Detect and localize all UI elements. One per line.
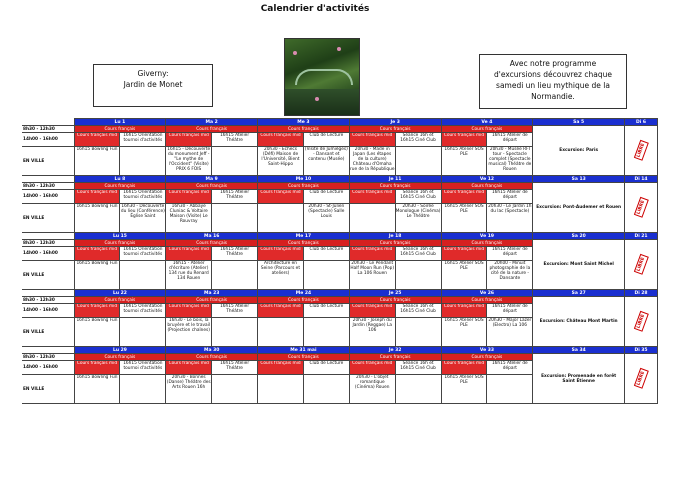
- en-ville-cell: [441, 318, 533, 347]
- afternoon-cell: [349, 133, 441, 147]
- afternoon-cell: [258, 361, 350, 375]
- day-header: Lu 29: [74, 347, 166, 354]
- day-header: Je 25: [349, 290, 441, 297]
- week-header-row: [22, 176, 658, 183]
- afternoon-activity: Séance 16h et 16h15 Ciné Club: [396, 133, 441, 146]
- morning-class-cell: Cours français: [349, 183, 441, 190]
- morning-class-cell: Cours français: [349, 297, 441, 304]
- day-header: Me 31 mai: [258, 347, 350, 354]
- en-ville-cell: [74, 375, 166, 404]
- morning-class-cell: Cours français: [258, 126, 350, 133]
- afternoon-class: Cours français mid: [442, 190, 488, 203]
- day-header: Me 3: [258, 119, 350, 126]
- afternoon-class: Cours français mid: [166, 190, 212, 203]
- day-header: Je 18: [349, 233, 441, 240]
- afternoon-cell: [441, 190, 533, 204]
- morning-class-cell: Cours français: [166, 297, 258, 304]
- morning-class-cell: Cours français: [258, 354, 350, 361]
- time-label-morning: 8h30 - 12h30: [22, 354, 74, 361]
- afternoon-activity: 16h15 Atelier de départ: [487, 133, 532, 146]
- day-header: Ma 9: [166, 176, 258, 183]
- afternoon-class: Cours français mid: [350, 133, 396, 146]
- evening-activity: 16h30 - Le bois, la bruyère et le travail (Projection chaînes): [166, 318, 212, 346]
- libre-stamp: LIBRE: [634, 254, 649, 274]
- morning-class-cell: Cours français: [74, 183, 166, 190]
- day-header: Lu 1: [74, 119, 166, 126]
- day-header: Lu 8: [74, 176, 166, 183]
- day-header: Ve 33: [441, 347, 533, 354]
- morning-class-cell: Cours français: [441, 126, 533, 133]
- evening-activity: 20h30 - Soirée Monologue (Cinéma) Le Théâtre: [396, 204, 441, 232]
- saturday-excursion: Excursion: Château Mont Martin: [533, 297, 625, 347]
- en-ville-cell: [349, 375, 441, 404]
- afternoon-activity: Club de Lecture: [304, 361, 349, 374]
- day-header: Sa 27: [533, 290, 625, 297]
- morning-row: [22, 297, 658, 304]
- en-ville-cell: [441, 375, 533, 404]
- en-ville-cell: [258, 147, 350, 176]
- time-label-en-ville: EN VILLE: [22, 147, 74, 176]
- day-header: Di 35: [625, 347, 658, 354]
- en-ville-cell: [258, 204, 350, 233]
- week-header-row: [22, 119, 658, 126]
- morning-class-cell: Cours français: [166, 354, 258, 361]
- afternoon-activity: 16h15 Atelier de départ: [487, 247, 532, 260]
- morning-class-cell: Cours français: [258, 240, 350, 247]
- afternoon-cell: [349, 304, 441, 318]
- day-header: Sa 5: [533, 119, 625, 126]
- afternoon-activity: Séance 16h et 16h15 Ciné Club: [396, 247, 441, 260]
- afternoon-class: Cours français mid: [258, 247, 304, 260]
- day-header: Lu 22: [74, 290, 166, 297]
- afternoon-cell: [166, 247, 258, 261]
- day-header: Ma 30: [166, 347, 258, 354]
- afternoon-activity: 16h15 Atelier Théâtre: [212, 133, 257, 146]
- en-ville-cell: [258, 375, 350, 404]
- time-label-afternoon: 14h00 - 16h00: [22, 361, 74, 375]
- afternoon-cell: [441, 247, 533, 261]
- evening-activity: [120, 318, 165, 346]
- afternoon-class: Cours français mid: [350, 304, 396, 317]
- afternoon-cell: [166, 190, 258, 204]
- afternoon-cell: [258, 304, 350, 318]
- afternoon-activity: 16h15 Orientation tournoi d'activités: [120, 304, 165, 317]
- info-line-4: Normandie.: [531, 92, 575, 101]
- evening-activity: [396, 261, 441, 289]
- day-header: Ve 19: [441, 233, 533, 240]
- afternoon-activity: 16h15 Atelier Théâtre: [212, 190, 257, 203]
- en-ville-cell: [258, 261, 350, 290]
- evening-activity: 20h30 - Echecs (Défi) Maison de l'Université, Bient Saint-Hippo: [258, 147, 304, 175]
- evening-activity: 16h30 - Abbaye Cluniac & Voltaire Maison (Visite) Le Rouvray: [166, 204, 212, 232]
- evening-activity: 16h15 Atelier SOS PLE: [442, 261, 488, 289]
- evening-activity: [396, 147, 441, 175]
- morning-class-cell: Cours français: [441, 297, 533, 304]
- afternoon-cell: [166, 133, 258, 147]
- header-spacer: [22, 233, 74, 240]
- afternoon-cell: [74, 361, 166, 375]
- evening-activity: 16h15 Bowling Fun: [75, 147, 121, 175]
- en-ville-cell: [441, 261, 533, 290]
- day-header: Ve 12: [441, 176, 533, 183]
- week-header-row: [22, 347, 658, 354]
- evening-activity: [258, 204, 304, 232]
- afternoon-cell: [74, 247, 166, 261]
- time-label-en-ville: EN VILLE: [22, 204, 74, 233]
- sunday-cell: [625, 183, 658, 233]
- evening-activity: 16h15 Atelier SOS PLE: [442, 375, 488, 403]
- evening-activity: Architecture en Seine (Parcours et ateliers): [258, 261, 304, 289]
- time-label-morning: 8h30 - 12h30: [22, 183, 74, 190]
- flower-dot: [293, 51, 297, 55]
- day-header: Di 21: [625, 233, 658, 240]
- afternoon-activity: Club de Lecture: [304, 247, 349, 260]
- afternoon-class: Cours français mid: [166, 361, 212, 374]
- morning-row: [22, 126, 658, 133]
- afternoon-cell: [258, 190, 350, 204]
- en-ville-cell: [349, 318, 441, 347]
- afternoon-cell: [258, 247, 350, 261]
- evening-activity: 20h30 - Major Lazer (Electro) La 106: [487, 318, 532, 346]
- afternoon-activity: 16h15 Orientation tournoi d'activités: [120, 361, 165, 374]
- day-header: Sa 20: [533, 233, 625, 240]
- afternoon-cell: [349, 247, 441, 261]
- evening-activity: 20h30 - L'objet romantique (Cinéma) Rouen: [350, 375, 396, 403]
- afternoon-activity: 16h15 Orientation tournoi d'activités: [120, 190, 165, 203]
- afternoon-activity: Séance 16h et 16h15 Ciné Club: [396, 190, 441, 203]
- time-label-en-ville: EN VILLE: [22, 318, 74, 347]
- morning-class-cell: Cours français: [74, 126, 166, 133]
- evening-activity: [212, 375, 257, 403]
- evening-activity: (Visite de Jumièges) - Dansant et contenu (Musée): [304, 147, 349, 175]
- day-header: Ve 4: [441, 119, 533, 126]
- afternoon-cell: [441, 304, 533, 318]
- afternoon-cell: [441, 361, 533, 375]
- afternoon-activity: Séance 16h et 16h15 Ciné Club: [396, 361, 441, 374]
- afternoon-class: Cours français mid: [442, 304, 488, 317]
- morning-class-cell: Cours français: [258, 183, 350, 190]
- en-ville-cell: [166, 261, 258, 290]
- evening-activity: 16h15 Bowling Fun: [75, 318, 121, 346]
- time-label-morning: 8h30 - 12h30: [22, 240, 74, 247]
- excursion-info-box: [479, 54, 627, 109]
- afternoon-activity: 16h15 Atelier Théâtre: [212, 247, 257, 260]
- afternoon-activity: 16h15 Orientation tournoi d'activités: [120, 133, 165, 146]
- en-ville-cell: [166, 204, 258, 233]
- afternoon-class: Cours français mid: [442, 133, 488, 146]
- evening-activity: 16h15 Atelier SOS PLE: [442, 318, 488, 346]
- afternoon-cell: [441, 133, 533, 147]
- evening-activity: [304, 261, 349, 289]
- evening-activity: [396, 318, 441, 346]
- time-label-morning: 8h30 - 12h30: [22, 126, 74, 133]
- en-ville-cell: [166, 318, 258, 347]
- time-label-morning: 8h30 - 12h30: [22, 297, 74, 304]
- evening-activity: [258, 318, 304, 346]
- morning-class-cell: Cours français: [441, 183, 533, 190]
- week-header-row: [22, 233, 658, 240]
- en-ville-cell: [74, 204, 166, 233]
- day-header: Me 17: [258, 233, 350, 240]
- morning-class-cell: Cours français: [166, 126, 258, 133]
- info-line-1: Avec notre programme: [509, 59, 597, 68]
- evening-activity: 16h15 - Découverte du monument Jeff - "Le mythe de l'Occident" (Visite) PRIX 6 FOIS: [166, 147, 212, 175]
- info-line-3: samedi un lieu mythique de la: [496, 81, 610, 90]
- morning-class-cell: Cours français: [166, 183, 258, 190]
- libre-stamp: LIBRE: [634, 311, 649, 331]
- day-header: Me 24: [258, 290, 350, 297]
- morning-class-cell: Cours français: [258, 297, 350, 304]
- afternoon-activity: 16h15 Atelier de départ: [487, 304, 532, 317]
- day-header: Je 32: [349, 347, 441, 354]
- header-spacer: [22, 119, 74, 126]
- evening-activity: [120, 261, 165, 289]
- en-ville-cell: [74, 318, 166, 347]
- day-header: Di 6: [625, 119, 658, 126]
- en-ville-cell: [166, 375, 258, 404]
- saturday-excursion: Excursion: Promenade en forêt Saint Étienne: [533, 354, 625, 404]
- afternoon-class: Cours français mid: [166, 304, 212, 317]
- time-label-afternoon: 14h00 - 16h00: [22, 133, 74, 147]
- morning-row: [22, 183, 658, 190]
- libre-stamp: LIBRE: [634, 140, 649, 160]
- afternoon-class: Cours français mid: [442, 361, 488, 374]
- info-line-2: d'excursions découvrez chaque: [494, 70, 612, 79]
- evening-activity: [212, 147, 257, 175]
- header-spacer: [22, 347, 74, 354]
- evening-activity: [487, 375, 532, 403]
- evening-activity: 16h15 Bowling Fun: [75, 204, 121, 232]
- en-ville-cell: [441, 147, 533, 176]
- afternoon-cell: [349, 361, 441, 375]
- afternoon-cell: [74, 133, 166, 147]
- evening-activity: [212, 204, 257, 232]
- afternoon-class: Cours français mid: [166, 247, 212, 260]
- afternoon-class: Cours français mid: [442, 247, 488, 260]
- evening-activity: 20h00 - Minuit photographie de la cité de la nature - Dansante: [487, 261, 532, 289]
- en-ville-cell: [74, 147, 166, 176]
- giverny-box: [93, 64, 213, 107]
- afternoon-class: Cours français mid: [75, 304, 121, 317]
- page-title: Calendrier d'activités: [260, 4, 370, 14]
- evening-activity: 20h30 - Le Jardin 1h du lac (Spectacle): [487, 204, 532, 232]
- evening-activity: 20h30 - Joseph du Jardin (Reggae) La 106: [350, 318, 396, 346]
- afternoon-class: Cours français mid: [166, 133, 212, 146]
- evening-activity: [258, 375, 304, 403]
- afternoon-class: Cours français mid: [350, 361, 396, 374]
- day-header: Je 3: [349, 119, 441, 126]
- afternoon-activity: Club de Lecture: [304, 304, 349, 317]
- time-label-afternoon: 14h00 - 16h00: [22, 304, 74, 318]
- evening-activity: 16h30 - Découverte du lieu (Conférence) Église Saint: [120, 204, 165, 232]
- afternoon-activity: 16h15 Atelier Théâtre: [212, 304, 257, 317]
- afternoon-activity: Club de Lecture: [304, 190, 349, 203]
- week-header-row: [22, 290, 658, 297]
- evening-activity: 20h30 - St-Julien (Spectacle) Salle Louis: [304, 204, 349, 232]
- pond-water: [285, 89, 359, 115]
- morning-class-cell: Cours français: [166, 240, 258, 247]
- day-header: Ma 2: [166, 119, 258, 126]
- calendar-body: [22, 119, 658, 404]
- morning-class-cell: Cours français: [74, 297, 166, 304]
- afternoon-class: Cours français mid: [75, 133, 121, 146]
- evening-activity: 16h15 Atelier SOS PLE: [442, 204, 488, 232]
- evening-activity: 20h30 - Musée RFI tour - Spectacle complet (Spectacle musical) Théâtre de Rouen: [487, 147, 532, 175]
- day-header: Di 14: [625, 176, 658, 183]
- en-ville-cell: [349, 147, 441, 176]
- afternoon-class: Cours français mid: [75, 361, 121, 374]
- evening-activity: [304, 318, 349, 346]
- flower-dot: [315, 97, 319, 101]
- day-header: Me 10: [258, 176, 350, 183]
- day-header: Ma 16: [166, 233, 258, 240]
- time-label-en-ville: EN VILLE: [22, 375, 74, 404]
- evening-activity: [212, 261, 257, 289]
- en-ville-cell: [258, 318, 350, 347]
- morning-class-cell: Cours français: [74, 354, 166, 361]
- en-ville-cell: [74, 261, 166, 290]
- afternoon-cell: [74, 190, 166, 204]
- morning-class-cell: Cours français: [441, 240, 533, 247]
- evening-activity: 20h30 - Bonnes (Danse) Théâtre des Arts Rouen 16h: [166, 375, 212, 403]
- sunday-cell: [625, 297, 658, 347]
- afternoon-class: Cours français mid: [75, 190, 121, 203]
- afternoon-class: Cours français mid: [258, 304, 304, 317]
- giverny-line-2: Jardin de Monet: [123, 80, 183, 89]
- activity-calendar: [22, 118, 658, 404]
- day-header: Ve 26: [441, 290, 533, 297]
- afternoon-class: Cours français mid: [258, 190, 304, 203]
- header-spacer: [22, 290, 74, 297]
- evening-activity: [304, 375, 349, 403]
- en-ville-cell: [166, 147, 258, 176]
- evening-activity: 16h15 Bowling Fun: [75, 261, 121, 289]
- afternoon-activity: 16h15 Atelier Théâtre: [212, 361, 257, 374]
- day-header: Je 11: [349, 176, 441, 183]
- afternoon-activity: 16h15 Atelier de départ: [487, 361, 532, 374]
- saturday-excursion: Excursion: Mont Saint Michel: [533, 240, 625, 290]
- afternoon-cell: [166, 304, 258, 318]
- time-label-afternoon: 14h00 - 16h00: [22, 247, 74, 261]
- sunday-cell: [625, 240, 658, 290]
- morning-class-cell: Cours français: [349, 240, 441, 247]
- morning-row: [22, 354, 658, 361]
- afternoon-cell: [349, 190, 441, 204]
- en-ville-cell: [349, 204, 441, 233]
- afternoon-cell: [258, 133, 350, 147]
- en-ville-cell: [441, 204, 533, 233]
- evening-activity: [350, 204, 396, 232]
- evening-activity: [120, 147, 165, 175]
- giverny-line-1: Giverny:: [137, 69, 169, 78]
- afternoon-class: Cours français mid: [258, 133, 304, 146]
- libre-stamp: LIBRE: [634, 368, 649, 388]
- time-label-afternoon: 14h00 - 16h00: [22, 190, 74, 204]
- day-header: Lu 15: [74, 233, 166, 240]
- morning-row: [22, 240, 658, 247]
- afternoon-activity: Séance 16h et 16h15 Ciné Club: [396, 304, 441, 317]
- morning-class-cell: Cours français: [441, 354, 533, 361]
- afternoon-cell: [74, 304, 166, 318]
- header-spacer: [22, 176, 74, 183]
- flower-dot: [337, 47, 341, 51]
- afternoon-cell: [166, 361, 258, 375]
- sunday-cell: [625, 354, 658, 404]
- morning-class-cell: Cours français: [74, 240, 166, 247]
- afternoon-class: Cours français mid: [350, 190, 396, 203]
- time-label-en-ville: EN VILLE: [22, 261, 74, 290]
- saturday-excursion: Excursion: Paris: [533, 126, 625, 176]
- afternoon-activity: 16h15 Orientation tournoi d'activités: [120, 247, 165, 260]
- day-header: Sa 13: [533, 176, 625, 183]
- evening-activity: [396, 375, 441, 403]
- day-header: Sa 34: [533, 347, 625, 354]
- japanese-bridge: [295, 69, 353, 85]
- monet-garden-photo: [284, 38, 360, 116]
- evening-activity: [212, 318, 257, 346]
- day-header: Di 28: [625, 290, 658, 297]
- evening-activity: 20h30 - Le Pendant Half Moon Run (Pop) La 106 Rouen: [350, 261, 396, 289]
- morning-class-cell: Cours français: [349, 354, 441, 361]
- afternoon-class: Cours français mid: [75, 247, 121, 260]
- morning-class-cell: Cours français: [349, 126, 441, 133]
- afternoon-class: Cours français mid: [258, 361, 304, 374]
- evening-activity: 20h30 - Made in Japan (Les étapes de la culture) Château d'Omaha rue de la République: [350, 147, 396, 175]
- afternoon-class: Cours français mid: [350, 247, 396, 260]
- evening-activity: 16h15 - Atelier d'écriture (Atelier) 134 rue du Renard 134 Rouen: [166, 261, 212, 289]
- afternoon-activity: Club de Lecture: [304, 133, 349, 146]
- libre-stamp: LIBRE: [634, 197, 649, 217]
- sunday-cell: [625, 126, 658, 176]
- saturday-excursion: Excursion: Pont-Audemer et Rouen: [533, 183, 625, 233]
- evening-activity: 16h15 Bowling Fun: [75, 375, 121, 403]
- evening-activity: [120, 375, 165, 403]
- en-ville-cell: [349, 261, 441, 290]
- day-header: Ma 23: [166, 290, 258, 297]
- afternoon-activity: 16h15 Atelier de départ: [487, 190, 532, 203]
- evening-activity: 16h15 Atelier SOS PLE: [442, 147, 488, 175]
